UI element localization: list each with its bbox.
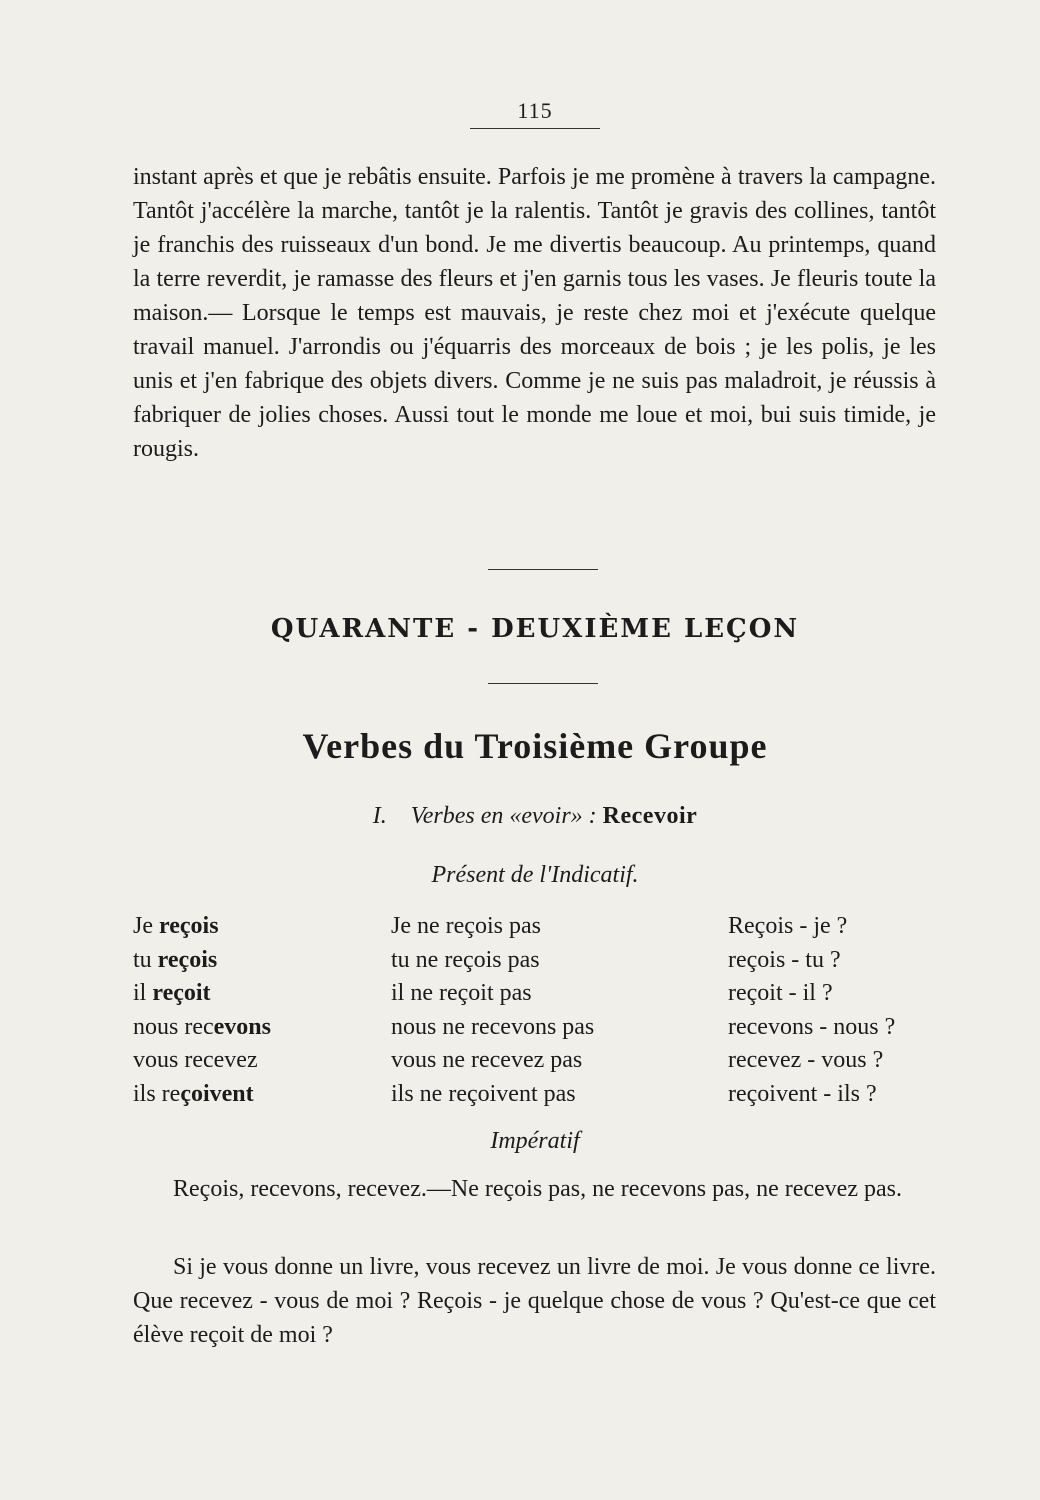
conjugation-row: [133, 980, 943, 1014]
question-form: recevez - vous ?: [728, 1047, 884, 1074]
paragraph-2: Reçois, recevons, recevez.—Ne reçois pas, ne recevons pas, ne recevez pas.: [173, 1176, 902, 1202]
conjugation-row: [133, 1047, 943, 1081]
question-form: reçois - tu ?: [728, 946, 841, 973]
conjugation-row: [133, 913, 943, 947]
question-form: reçoit - il ?: [728, 980, 833, 1007]
chapter-title: Verbes du Troisième Groupe: [302, 726, 768, 766]
conjugation-table: [133, 913, 943, 1115]
question-form: recevons - nous ?: [728, 1013, 896, 1040]
conjugation-row: [133, 947, 943, 981]
negative-form: vous ne recevez pas: [391, 1047, 583, 1074]
imperative-heading: Impératif: [490, 1128, 580, 1154]
paragraph-3: Si je vous donne un livre, vous recevez un livre de moi. Je vous donne ce livre. Que recevez - vous de moi ? Reçois - je quelque chose de vous ? Qu'est-ce que cet élève reçoit de moi ?: [133, 1254, 936, 1348]
negative-form: tu ne reçois pas: [391, 946, 540, 973]
affirmative-form: il reçoit: [133, 980, 211, 1007]
conjugation-row: [133, 1081, 943, 1115]
question-form: reçoivent - ils ?: [728, 1080, 877, 1107]
conjugation-row: [133, 1014, 943, 1048]
affirmative-form: Je reçois: [133, 913, 219, 939]
affirmative-form: tu reçois: [133, 946, 218, 973]
section-heading: [0, 803, 1040, 830]
lesson-rule-top: [488, 569, 598, 570]
lesson-title: QUARANTE - DEUXIÈME LEÇON: [270, 614, 800, 644]
lesson-rule-bottom: [488, 683, 598, 684]
page-number-rule: [470, 128, 600, 129]
affirmative-form: vous recevez: [133, 1047, 258, 1074]
negative-form: Je ne reçois pas: [391, 913, 541, 939]
question-form: Reçois - je ?: [728, 913, 848, 939]
present-heading: Présent de l'Indicatif.: [431, 862, 639, 888]
negative-form: nous ne recevons pas: [391, 1013, 595, 1040]
page-number: 115: [517, 98, 553, 123]
negative-form: ils ne reçoivent pas: [391, 1080, 576, 1107]
affirmative-form: ils reçoivent: [133, 1080, 254, 1107]
section-number: I.: [372, 803, 387, 829]
section-label: Verbes en «evoir» :: [410, 803, 597, 829]
affirmative-form: nous recevons: [133, 1013, 271, 1040]
section-verb: Recevoir: [602, 803, 698, 829]
negative-form: il ne reçoit pas: [391, 980, 532, 1007]
paragraph-1: instant après et que je rebâtis ensuite. Parfois je me promène à travers la campagne. Tantôt j'accélère la marche, tantôt je la ralentis. Tantôt je gravis des collines, tantôt je franchis des ruisseaux d'un bond. Je me divertis beaucoup. Au printemps, quand la terre reverdit, je ramasse des fleurs et j'en garnis tous les vases. Je fleuris toute la maison.— Lorsque le temps est mauvais, je reste chez moi et j'exécute quelque travail manuel. J'arrondis ou j'équarris des morceaux de bois ; je les polis, je les unis et j'en fabrique des objets divers. Comme je ne suis pas maladroit, je réussis à fabriquer de jolies choses. Aussi tout le monde me loue et moi, bui suis timide, je rougis.: [133, 164, 936, 462]
